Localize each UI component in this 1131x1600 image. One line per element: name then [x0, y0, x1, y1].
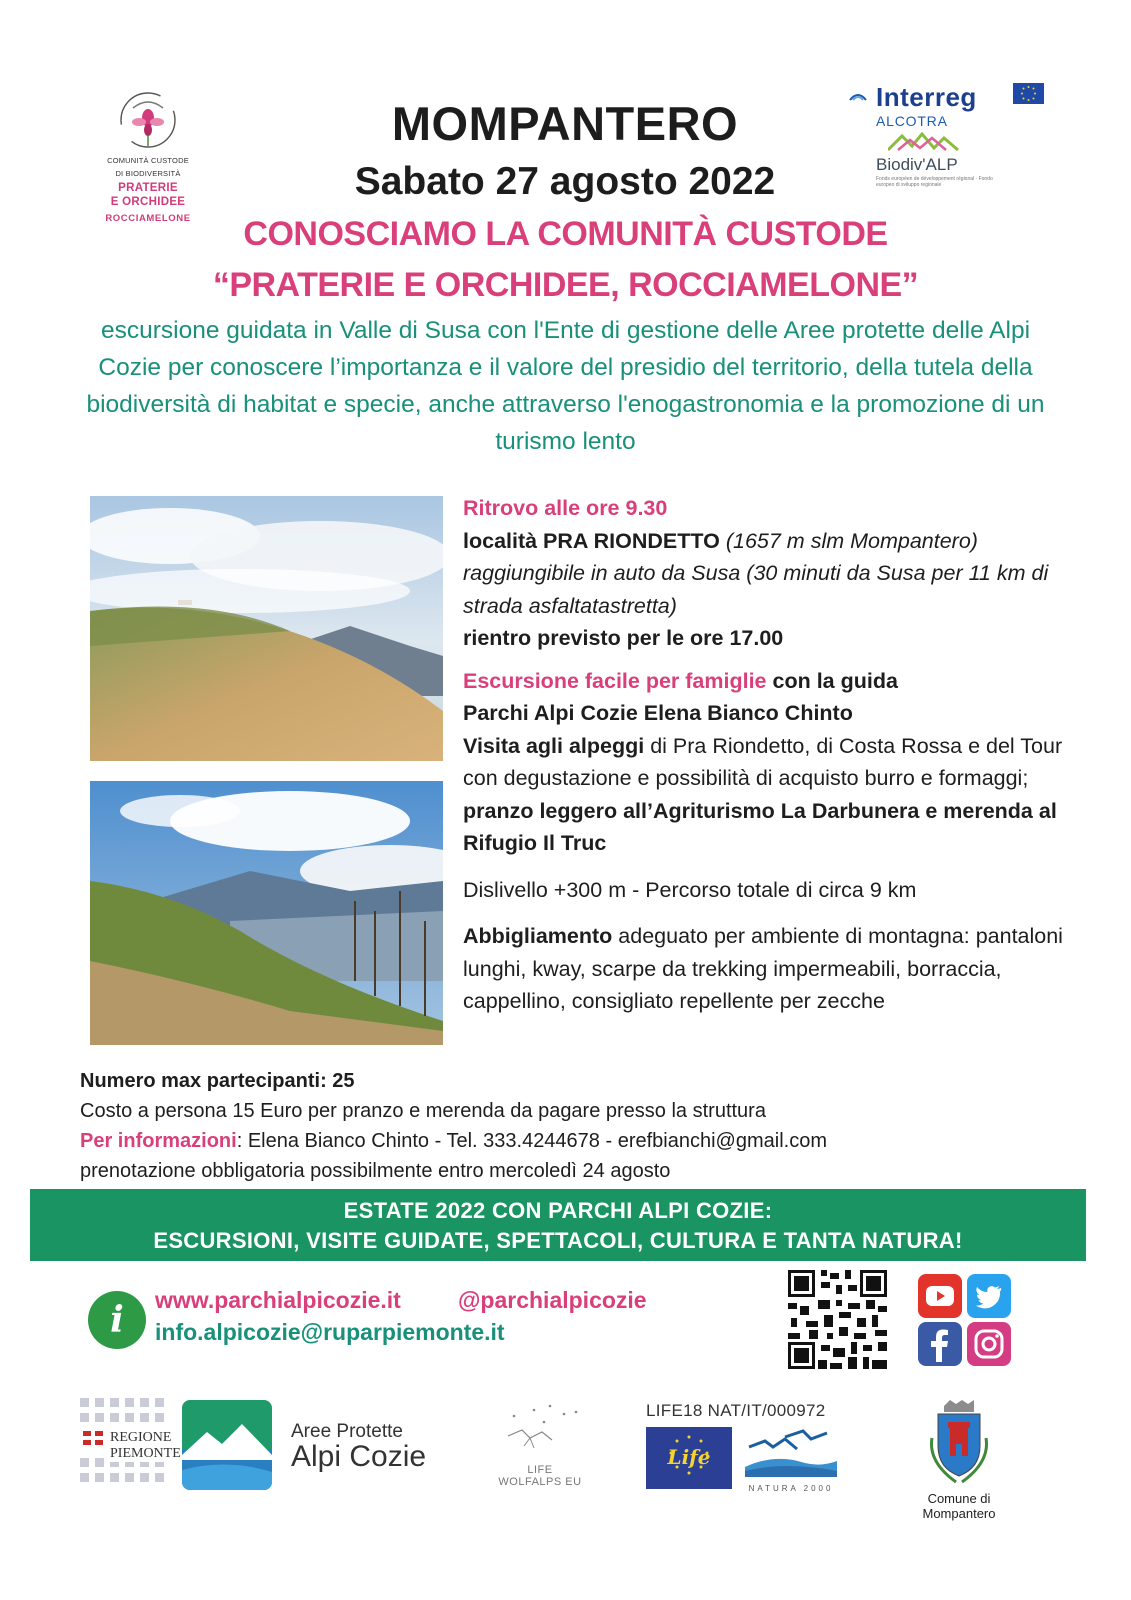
meeting-time: Ritrovo alle ore 9.30	[463, 496, 668, 520]
logo-life-wolfalps	[494, 1400, 586, 1488]
guide-intro: con la guida	[772, 668, 898, 693]
eu-flag-icon	[1013, 83, 1044, 104]
aree-protette-label: Aree Protette	[291, 1421, 403, 1442]
logo-interreg-alcotra	[848, 80, 1048, 190]
summer-banner	[30, 1189, 1086, 1261]
info-contact: : Elena Bianco Chinto - Tel. 333.4244678 - erefbianchi@gmail.com	[236, 1130, 827, 1152]
social-handle[interactable]: @parchialpicozie	[458, 1287, 647, 1313]
visit-text: di Pra Riondetto, di Costa Rossa e del Tour con degustazione e possibilità di acquisto burro e formaggi;	[463, 733, 1063, 790]
excursion-type: Escursione facile per famiglie	[463, 668, 767, 693]
comune-line-2: Mompantero	[922, 1506, 996, 1521]
page-title: MOMPANTERO	[391, 97, 739, 150]
regione-line-2: PIEMONTE	[110, 1446, 181, 1461]
alpi-cozie-mountain-icon	[182, 1400, 272, 1490]
participation-info	[80, 1066, 1080, 1186]
life-project-code: LIFE18 NAT/IT/000972	[646, 1401, 826, 1420]
custode-line-4: E ORCHIDEE	[110, 196, 186, 208]
coat-of-arms-icon	[926, 1398, 992, 1486]
interreg-fund-note: Fonds européen de développement régional · Fondo europeo di sviluppo regionale	[876, 176, 993, 188]
max-participants: Numero max partecipanti: 25	[80, 1070, 355, 1092]
logo-life-programme	[646, 1427, 732, 1489]
interreg-program: ALCOTRA	[876, 113, 948, 129]
facebook-icon[interactable]	[918, 1322, 962, 1366]
meeting-location: località PRA RIONDETTO	[463, 528, 720, 553]
logo-comune-mompantero	[916, 1398, 1002, 1521]
cost-info: Costo a persona 15 Euro per pranzo e merenda da pagare presso la struttura	[80, 1100, 766, 1122]
intro-text: escursione guidata in Valle di Susa con l'Ente di gestione delle Aree protette delle Alpi Cozie per conoscere l’importanza e il valore del presidio del territorio, della tutela della biodiversità di habitat e specie, anche attraverso l'enogastronomia e la promozione di un turismo lento	[86, 317, 1045, 455]
interreg-project: Biodiv'ALP	[876, 155, 958, 174]
elevation-info: Dislivello +300 m - Percorso totale di circa 9 km	[463, 877, 917, 902]
event-details	[463, 492, 1063, 1018]
custode-line-2: DI BIODIVERSITÀ	[115, 169, 181, 178]
clothing-text: adeguato per ambiente di montagna: pantaloni lunghi, kway, scarpe da trekking impermeabili, borraccia, cappellino, consigliato repellente per zecche	[463, 924, 1063, 1013]
headline-1: CONOSCIAMO LA COMUNITÀ CUSTODE	[243, 215, 888, 253]
wolfalps-label: LIFE WOLFALPS EU	[498, 1464, 582, 1488]
lunch-info: pranzo leggero all’Agriturismo La Darbunera e merenda al Rifugio Il Truc	[463, 798, 1057, 855]
comune-line-1: Comune di	[927, 1491, 991, 1506]
visit-title: Visita agli alpeggi	[463, 733, 645, 758]
wolf-stars-icon	[494, 1400, 586, 1462]
event-date: Sabato 27 agosto 2022	[354, 160, 776, 203]
guide-name: Parchi Alpi Cozie Elena Bianco Chinto	[463, 701, 853, 725]
booking-info: prenotazione obbligatoria possibilmente entro mercoledì 24 agosto	[80, 1160, 671, 1182]
logo-regione-piemonte	[80, 1398, 181, 1490]
meeting-location-note: (1657 m slm Mompantero) raggiungibile in auto da Susa (30 minuti da Susa per 11 km di strada asfaltatastretta)	[463, 528, 1049, 618]
orchid-icon	[113, 88, 183, 152]
mountains-icon	[888, 132, 968, 152]
banner-line-2: ESCURSIONI, VISITE GUIDATE, SPETTACOLI, CULTURA E TANTA NATURA!	[153, 1228, 963, 1253]
logo-comunita-custode	[100, 88, 196, 224]
info-icon: i	[88, 1291, 146, 1349]
banner-line-1: ESTATE 2022 CON PARCHI ALPI COZIE:	[343, 1198, 773, 1223]
natura-label: NATURA 2000	[748, 1484, 834, 1493]
regione-line-1: REGIONE	[110, 1430, 172, 1445]
photo-meadow-slope	[90, 496, 443, 761]
info-label: Per informazioni	[80, 1130, 237, 1152]
photo-valley-view	[90, 781, 443, 1045]
headline-2: “PRATERIE E ORCHIDEE, ROCCIAMELONE”	[212, 266, 919, 304]
qr-code-icon[interactable]	[788, 1270, 887, 1369]
interreg-waves-icon	[848, 90, 868, 102]
email-link[interactable]: info.alpicozie@ruparpiemonte.it	[155, 1319, 505, 1345]
instagram-icon[interactable]	[967, 1322, 1011, 1366]
twitter-icon[interactable]	[967, 1274, 1011, 1318]
interreg-name: Interreg	[876, 82, 977, 112]
clothing-title: Abbigliamento	[463, 924, 613, 948]
youtube-icon[interactable]	[918, 1274, 962, 1318]
life-logo-text: Life	[667, 1445, 711, 1469]
alpi-cozie-label: Alpi Cozie	[291, 1440, 427, 1473]
custode-line-3: PRATERIE	[118, 182, 178, 194]
logo-natura-2000	[745, 1427, 837, 1493]
return-time: rientro previsto per le ore 17.00	[463, 626, 784, 650]
custode-line-1: COMUNITÀ CUSTODE	[107, 156, 189, 165]
custode-line-5: ROCCIAMELONE	[105, 213, 191, 224]
website-link[interactable]: www.parchialpicozie.it	[155, 1287, 401, 1313]
